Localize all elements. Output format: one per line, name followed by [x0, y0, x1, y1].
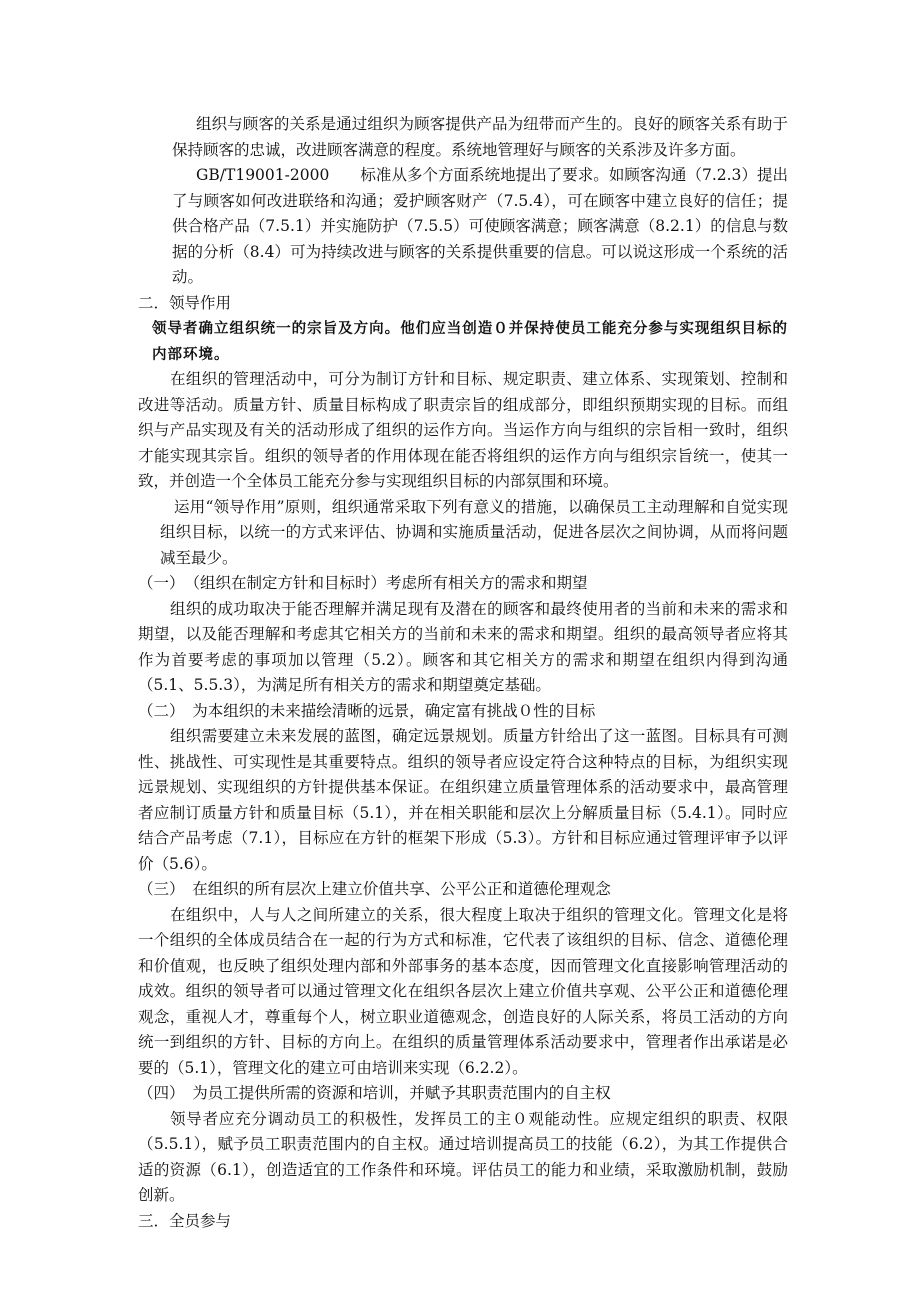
item-4-title: （四） 为员工提供所需的资源和培训，并赋予其职责范围内的自主权: [138, 1084, 611, 1102]
intro-block: [138, 112, 788, 291]
item-3-body: 在组织中，人与人之间所建立的关系，很大程度上取决于组织的管理文化。管理文化是将一个组织的全体成员结合在一起的行为方式和标准，它代表了该组织的目标、信念、道德伦理和价值观，也反映了组织处理内部和外部事务的基本态度，因而管理文化直接影响管理活动的成效。组织的领导者可以通过管理文化在组织各层次上建立价值共享观、公平公正和道德伦理观念，重视人才，尊重每个人，树立职业道德观念，创造良好的人际关系，将员工活动的方向统一到组织的方针、目标的方向上。在组织的质量管理体系活动要求中，管理者作出承诺是必要的（5.1），管理文化的建立可由培训来实现（6.2.2）。: [138, 905, 788, 1077]
intro-paragraph-1: 组织与顾客的关系是通过组织为顾客提供产品为纽带而产生的。良好的顾客关系有助于保持顾客的忠诚，改进顾客满意的程度。系统地管理好与顾客的关系涉及许多方面。: [172, 115, 788, 159]
item-2-body: 组织需要建立未来发展的蓝图，确定远景规划。质量方针给出了这一蓝图。目标具有可测性、挑战性、可实现性是其重要特点。组织的领导者应设定符合这种特点的目标，为组织实现远景规划、实现组织的方针提供基本保证。在组织建立质量管理体系的活动要求中，最高管理者应制订质量方针和质量目标（5.1），并在相关职能和层次上分解质量目标（5.4.1）。同时应结合产品考虑（7.1），目标应在方针的框架下形成（5.3）。方针和目标应通过管理评审予以评价（5.6）。: [138, 727, 788, 873]
section-2-paragraph-1: 在组织的管理活动中，可分为制订方针和目标、规定职责、建立体系、实现策划、控制和改进等活动。质量方针、质量目标构成了职责宗旨的组成部分，即组织预期实现的目标。而组织与产品实现及有关的活动形成了组织的运作方向。当运作方向与组织的宗旨相一致时，组织才能实现其宗旨。组织的领导者的作用体现在能否将组织的运作方向与组织宗旨统一，使其一致，并创造一个全体员工能充分参与实现组织目标的内部氛围和环境。: [138, 370, 788, 490]
section-2-paragraph-2: 运用“领导作用”原则，组织通常采取下列有意义的措施，以确保员工主动理解和自觉实现组织目标，以统一的方式来评估、协调和实施质量活动，促进各层次之间协调，从而将问题减至最少。: [160, 497, 788, 567]
section-2-lead: 领导者确立组织统一的宗旨及方向。他们应当创造０并保持使员工能充分参与实现组织目标的内部环境。: [152, 320, 788, 363]
section-3-heading: 三．全员参与: [138, 1211, 232, 1230]
item-1-title: （一） （组织在制定方针和目标时）考虑所有相关方的需求和期望: [138, 574, 588, 592]
item-1-body: 组织的成功取决于能否理解并满足现有及潜在的顾客和最终使用者的当前和未来的需求和期望，以及能否理解和考虑其它相关方的当前和未来的需求和期望。组织的最高领导者应将其作为首要考虑的事项加以管理（5.2）。顾客和其它相关方的需求和期望在组织内得到沟通（5.1、5.5.3），为满足所有相关方的需求和期望奠定基础。: [138, 599, 788, 694]
intro-paragraph-2: GB/T19001-2000 标准从多个方面系统地提出了要求。如顾客沟通（7.2.3）提出了与顾客如何改进联络和沟通；爱护顾客财产（7.5.4），可在顾客中建立良好的信任；提供合格产品（7.5.1）并实施防护（7.5.5）可使顾客满意；顾客满意（8.2.1）的信息与数据的分析（8.4）可为持续改进与顾客的关系提供重要的信息。可以说这形成一个系统的活动。: [172, 166, 788, 286]
item-2-title: （二） 为本组织的未来描绘清晰的远景，确定富有挑战０性的目标: [138, 701, 596, 720]
document-body: [138, 112, 788, 1234]
item-3-title: （三） 在组织的所有层次上建立价值共享、公平公正和道德伦理观念: [138, 880, 611, 898]
section-2-heading: 二．领导作用: [138, 293, 232, 312]
item-4-body: 领导者应充分调动员工的积极性，发挥员工的主０观能动性。应规定组织的职责、权限（5.5.1），赋予员工职责范围内的自主权。通过培训提高员工的技能（6.2），为其工作提供合适的资源（6.1），创造适宜的工作条件和环境。评估员工的能力和业绩，采取激励机制，鼓励创新。: [138, 1109, 788, 1204]
